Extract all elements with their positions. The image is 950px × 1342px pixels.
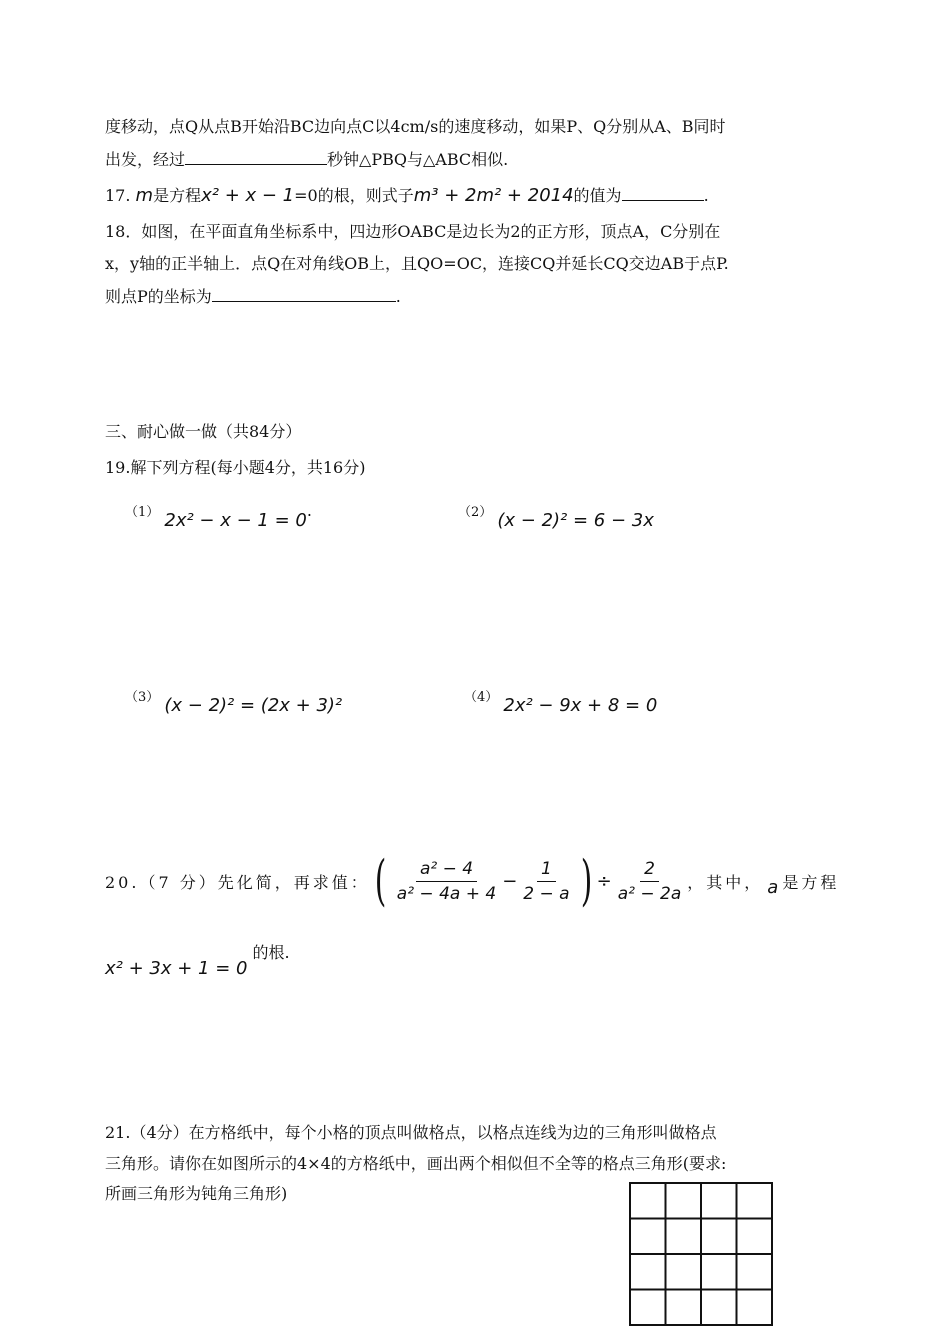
q19-item-3 — [125, 685, 343, 716]
q21-line2: 三角形。请你在如图所示的4×4的方格纸中，画出两个相似但不全等的格点三角形(要求: — [105, 1154, 727, 1173]
q20-fraction-2 — [519, 859, 573, 904]
q17-end: . — [703, 186, 709, 205]
q19-item-1-label: （1） — [125, 505, 160, 520]
q20-end: 的根. — [252, 943, 290, 962]
q17-expression: m³ + 2m² + 2014 — [413, 185, 574, 206]
q16-line1: 度移动，点Q从点B开始沿BC边向点C以4cm/s的速度移动，如果P、Q分别从A、B同时 — [105, 117, 726, 136]
q20-prefix: 20.（7 分）先化简，再求值： — [105, 872, 370, 892]
q20-fraction-1 — [393, 859, 500, 904]
q17 — [105, 184, 709, 207]
q20-minus: − — [502, 870, 518, 892]
q18-line3 — [105, 285, 401, 308]
q17-text-b: =0的根，则式子 — [294, 186, 414, 205]
q20-line1 — [105, 849, 840, 912]
q21-line3: 所画三角形为钝角三角形) — [105, 1184, 288, 1203]
q20-frac3-numerator: 2 — [640, 859, 659, 882]
q20-line2 — [105, 940, 290, 979]
q19-item-4-label: （4） — [464, 690, 499, 705]
q19-item-3-equation: (x − 2)² = (2x + 3)² — [164, 695, 343, 716]
q20-fraction-3 — [614, 859, 686, 904]
q19-item-1-end: . — [306, 501, 312, 520]
q16-line2 — [105, 148, 508, 171]
q18-end: . — [395, 287, 401, 306]
q17-equation: x² + x − 1 — [201, 185, 295, 206]
q19-item-1 — [125, 500, 312, 531]
q16-answer-blank[interactable] — [185, 148, 327, 165]
q19-title: 19.解下列方程(每小题4分，共16分) — [105, 458, 366, 477]
q17-number: 17. — [105, 186, 131, 205]
q17-text-c: 的值为 — [573, 186, 622, 205]
q19-item-2 — [458, 500, 654, 531]
q18-line1: 18．如图，在平面直角坐标系中，四边形OABC是边长为2的正方形，顶点A，C分别在 — [105, 222, 721, 241]
q17-answer-blank[interactable] — [622, 184, 704, 201]
q20-suffix-a: ，其中， — [687, 872, 764, 892]
q20-right-paren: ) — [580, 849, 592, 912]
q20-divide: ÷ — [596, 870, 612, 892]
q21-line1: 21.（4分）在方格纸中，每个小格的顶点叫做格点，以格点连线为边的三角形叫做格点 — [105, 1123, 717, 1142]
q20-equation: x² + 3x + 1 = 0 — [105, 958, 248, 979]
q19-item-4 — [464, 685, 658, 716]
q16-text-b: 秒钟△PBQ与△ABC相似. — [327, 150, 509, 169]
q19-item-3-label: （3） — [125, 690, 160, 705]
q17-var-m: m — [135, 185, 154, 206]
grid-paper-4x4[interactable] — [629, 1182, 773, 1326]
q19-item-1-equation: 2x² − x − 1 = 0 — [164, 510, 307, 531]
q20-left-paren: ( — [374, 849, 387, 912]
q20-var-a: a — [767, 876, 779, 898]
q17-text-a: 是方程 — [153, 186, 202, 205]
q19-item-4-equation: 2x² − 9x + 8 = 0 — [503, 695, 658, 716]
section3-title: 三、耐心做一做（共84分） — [105, 422, 302, 441]
q20-frac1-denominator: a² − 4a + 4 — [396, 883, 497, 904]
q20-suffix-b: 是方程 — [782, 872, 840, 892]
q19-item-2-label: （2） — [458, 505, 493, 520]
q18-answer-blank[interactable] — [212, 285, 396, 302]
q20-frac1-numerator: a² − 4 — [416, 859, 477, 882]
q18-text-a: 则点P的坐标为 — [105, 287, 212, 306]
q19-item-2-equation: (x − 2)² = 6 − 3x — [497, 510, 654, 531]
q20-frac2-denominator: 2 − a — [523, 883, 570, 904]
q20-frac2-numerator: 1 — [537, 859, 556, 882]
q18-line2: x，y轴的正半轴上．点Q在对角线OB上，且QO=OC，连接CQ并延长CQ交边AB于点P. — [105, 254, 729, 273]
q16-text-a: 出发，经过 — [105, 150, 186, 169]
q20-frac3-denominator: a² − 2a — [617, 883, 682, 904]
